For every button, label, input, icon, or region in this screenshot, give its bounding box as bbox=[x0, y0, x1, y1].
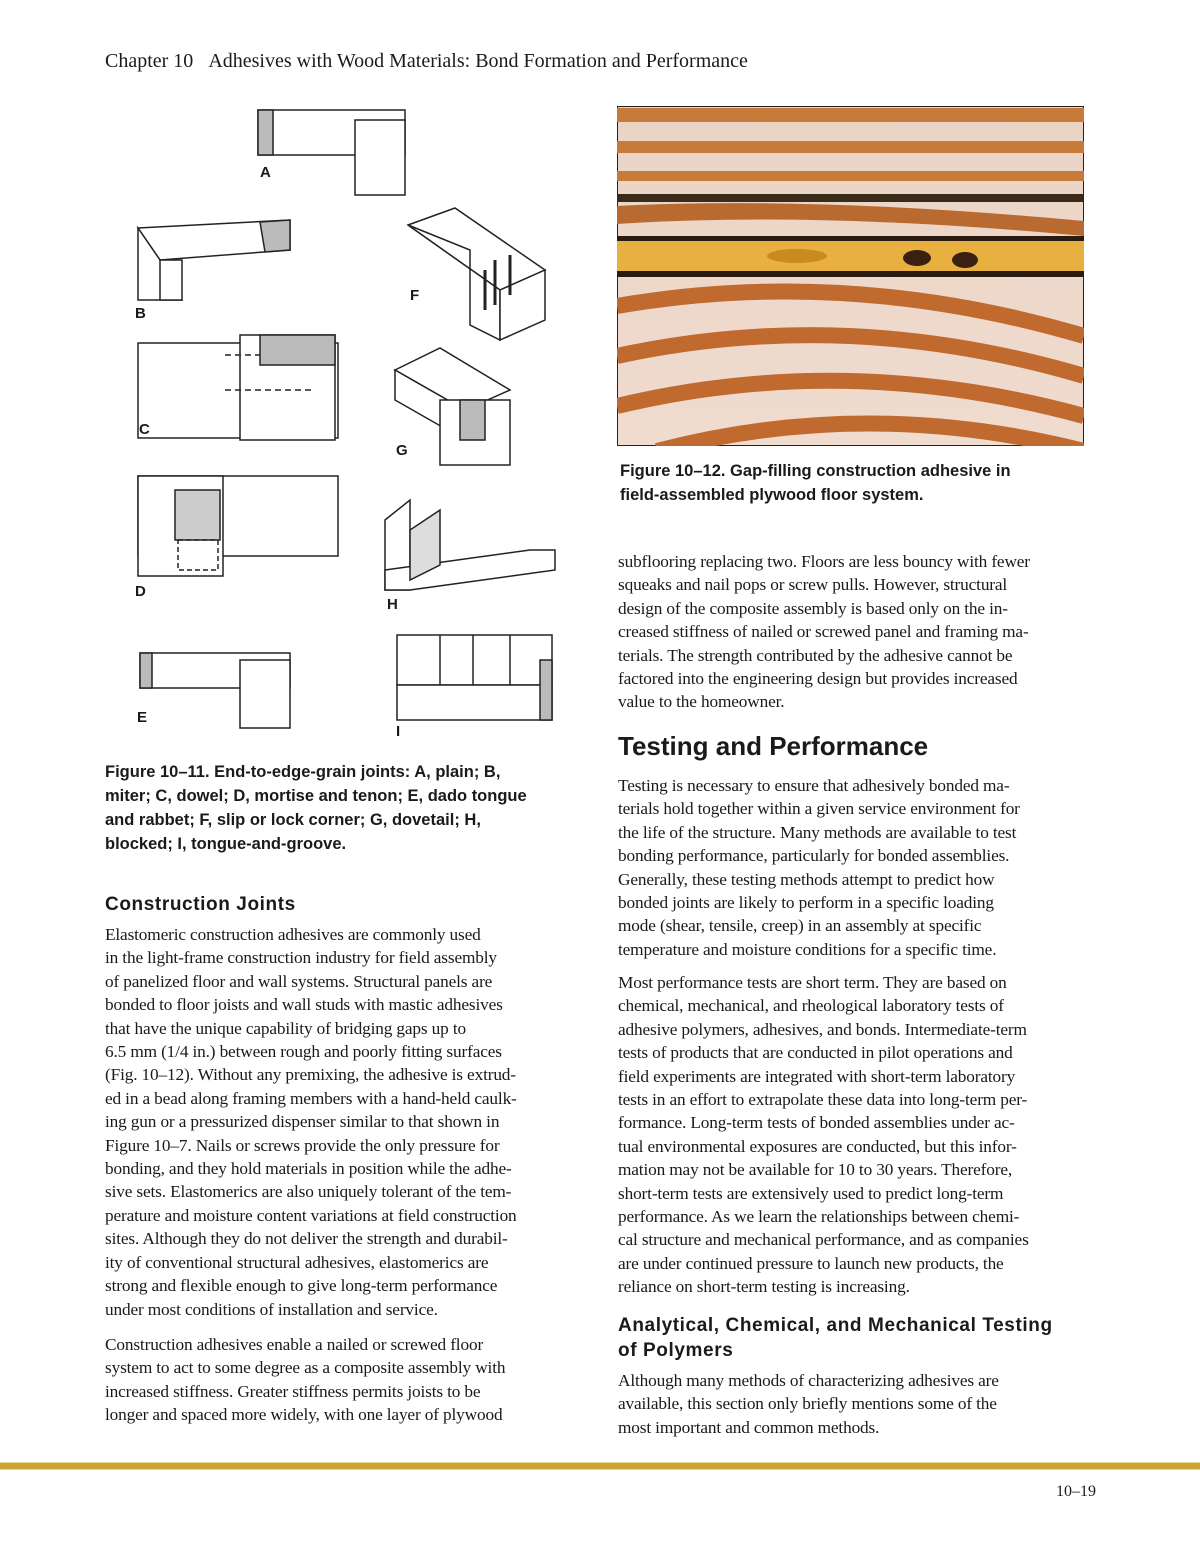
text-line: Construction adhesives enable a nailed or screwed floor bbox=[105, 1335, 484, 1354]
text-line: of Polymers bbox=[618, 1340, 734, 1361]
text-line: reliance on short-term testing is increasing. bbox=[618, 1277, 910, 1297]
text-line: sive sets. Elastomerics are also uniquely tolerant of the tem- bbox=[105, 1182, 512, 1202]
text-line: mode (shear, tensile, creep) in an assembly at specific bbox=[618, 916, 982, 936]
testing-performance-heading: Testing and Performance bbox=[618, 731, 929, 761]
figure-10-12-caption bbox=[620, 459, 1011, 507]
text-line: Generally, these testing methods attempt to predict how bbox=[618, 869, 995, 889]
figure-10-12-plywood-photo bbox=[617, 106, 1084, 446]
text-line: formance. Long-term tests of bonded assemblies under ac- bbox=[618, 1113, 1015, 1133]
text-line: terials hold together within a given service environment for bbox=[618, 799, 1020, 819]
text-line: tests of products that are conducted in pilot operations and bbox=[618, 1043, 1013, 1063]
text-line: increased stiffness. Greater stiffness permits joists to be bbox=[105, 1381, 481, 1401]
joint-c-dowel bbox=[138, 335, 338, 440]
text-line: Figure 10–11. End-to-edge-grain joints: A, plain; B, bbox=[105, 763, 501, 781]
joint-label-f: F bbox=[410, 287, 420, 304]
text-line: sites. Although they do not deliver the strength and durabil- bbox=[105, 1229, 508, 1249]
joint-f-slip-corner bbox=[408, 208, 545, 340]
text-line: (Fig. 10–12). Without any premixing, the adhesive is extrud- bbox=[105, 1065, 516, 1085]
text-line: bonded joints are likely to perform in a specific loading bbox=[618, 893, 994, 913]
text-line: factored into the engineering design but provides increased bbox=[618, 669, 1018, 689]
joint-label-d: D bbox=[135, 583, 146, 600]
text-line: subflooring replacing two. Floors are less bouncy with fewer bbox=[618, 552, 1030, 571]
text-line: miter; C, dowel; D, mortise and tenon; E, dado tongue bbox=[105, 787, 527, 805]
text-line: are under continued pressure to launch new products, the bbox=[618, 1253, 1004, 1273]
text-line: Testing is necessary to ensure that adhesively bonded ma- bbox=[618, 776, 1010, 795]
text-line: in the light-frame construction industry for field assembly bbox=[105, 948, 497, 968]
joint-label-e: E bbox=[137, 709, 148, 726]
page-number: 10–19 bbox=[1056, 1483, 1096, 1500]
text-line: tests in an effort to extrapolate these data into long-term per- bbox=[618, 1090, 1028, 1110]
chapter-number: Chapter 10 bbox=[105, 50, 194, 72]
text-line: mation may not be available for 10 to 30 years. Therefore, bbox=[618, 1160, 1013, 1180]
text-line: tual environmental exposures are conducted, but this infor- bbox=[618, 1136, 1017, 1156]
text-line: ing gun or a pressurized dispenser similar to that shown in bbox=[105, 1112, 500, 1132]
construction-joints-heading bbox=[105, 892, 296, 917]
text-line: cal structure and mechanical performance, and as companies bbox=[618, 1230, 1029, 1250]
text-line: Figure 10–7. Nails or screws provide the only pressure for bbox=[105, 1135, 500, 1155]
analytical-testing-heading bbox=[618, 1313, 1053, 1363]
text-line: Most performance tests are short term. They are based on bbox=[618, 973, 1007, 992]
running-header bbox=[105, 50, 748, 73]
text-line: creased stiffness of nailed or screwed panel and framing ma- bbox=[618, 622, 1029, 642]
text-line: perature and moisture content variations at field construction bbox=[105, 1205, 517, 1225]
figure-10-11-joints-drawing bbox=[100, 100, 580, 750]
text-line: Analytical, Chemical, and Mechanical Testing bbox=[618, 1315, 1053, 1336]
joint-d-mortise-tenon bbox=[138, 476, 338, 576]
text-line: strong and flexible enough to give long-term performance bbox=[105, 1276, 498, 1296]
joint-label-a: A bbox=[260, 164, 271, 181]
chapter-title: Adhesives with Wood Materials: Bond Formation and Performance bbox=[208, 50, 748, 72]
testing-paragraph-2 bbox=[618, 971, 1029, 1299]
joint-label-i: I bbox=[396, 723, 401, 740]
footer-rule bbox=[0, 1462, 1200, 1470]
testing-paragraph-1 bbox=[618, 774, 1020, 961]
text-line: terials. The strength contributed by the adhesive cannot be bbox=[618, 645, 1013, 665]
text-line: longer and spaced more widely, with one layer of plywood bbox=[105, 1405, 503, 1425]
construction-joints-paragraph-2 bbox=[105, 1333, 505, 1427]
text-line: ity of conventional structural adhesives, elastomerics are bbox=[105, 1252, 489, 1272]
text-line: bonded to floor joists and wall studs with mastic adhesives bbox=[105, 995, 503, 1015]
joint-e-dado-tongue-rabbet bbox=[140, 653, 290, 728]
text-line: Elastomeric construction adhesives are commonly used bbox=[105, 925, 481, 944]
text-line: blocked; I, tongue-and-groove. bbox=[105, 835, 347, 853]
text-line: field experiments are integrated with short-term laboratory bbox=[618, 1066, 1016, 1086]
text-line: Figure 10–12. Gap-filling construction adhesive in bbox=[620, 462, 1011, 480]
construction-joints-paragraph-1 bbox=[105, 923, 517, 1321]
text-line: under most conditions of installation and service. bbox=[105, 1299, 438, 1319]
joint-b-miter bbox=[138, 220, 290, 300]
text-line: chemical, mechanical, and rheological laboratory tests of bbox=[618, 996, 1004, 1016]
analytical-testing-paragraph bbox=[618, 1369, 999, 1439]
text-line: adhesive polymers, adhesives, and bonds. Intermediate-term bbox=[618, 1019, 1027, 1039]
text-line: available, this section only briefly mentions some of the bbox=[618, 1394, 997, 1414]
text-line: system to act to some degree as a composite assembly with bbox=[105, 1358, 506, 1378]
text-line: performance. As we learn the relationships between chemi- bbox=[618, 1207, 1020, 1227]
joint-i-tongue-groove bbox=[397, 635, 552, 720]
joint-label-b: B bbox=[135, 305, 146, 322]
joint-h-blocked bbox=[385, 500, 555, 590]
text-line: field-assembled plywood floor system. bbox=[620, 486, 924, 504]
text-line: ed in a bead along framing members with a hand-held caulk- bbox=[105, 1088, 517, 1108]
joint-g-dovetail bbox=[395, 348, 510, 465]
text-line: value to the homeowner. bbox=[618, 692, 785, 712]
text-line: short-term tests are extensively used to predict long-term bbox=[618, 1183, 1004, 1203]
joint-label-g: G bbox=[396, 442, 408, 459]
right-paragraph-continued bbox=[618, 550, 1030, 714]
text-line: bonding, and they hold materials in position while the adhe- bbox=[105, 1159, 512, 1179]
text-line: the life of the structure. Many methods are available to test bbox=[618, 822, 1017, 842]
text-line: 6.5 mm (1/4 in.) between rough and poorly fitting surfaces bbox=[105, 1042, 502, 1062]
heading-text: Construction Joints bbox=[105, 894, 296, 915]
text-line: design of the composite assembly is based only on the in- bbox=[618, 598, 1008, 618]
joint-label-c: C bbox=[139, 421, 150, 438]
text-line: temperature and moisture conditions for a specific time. bbox=[618, 939, 997, 959]
text-line: and rabbet; F, slip or lock corner; G, dovetail; H, bbox=[105, 811, 481, 829]
text-line: squeaks and nail pops or screw pulls. However, structural bbox=[618, 575, 1008, 595]
text-line: bonding performance, particularly for bonded assemblies. bbox=[618, 846, 1010, 866]
joint-label-h: H bbox=[387, 596, 398, 613]
text-line: that have the unique capability of bridging gaps up to bbox=[105, 1018, 466, 1038]
text-line: of panelized floor and wall systems. Structural panels are bbox=[105, 971, 493, 991]
figure-10-11-caption bbox=[105, 760, 527, 856]
text-line: most important and common methods. bbox=[618, 1417, 880, 1437]
text-line: Although many methods of characterizing adhesives are bbox=[618, 1371, 999, 1390]
joint-a-plain bbox=[258, 110, 405, 195]
